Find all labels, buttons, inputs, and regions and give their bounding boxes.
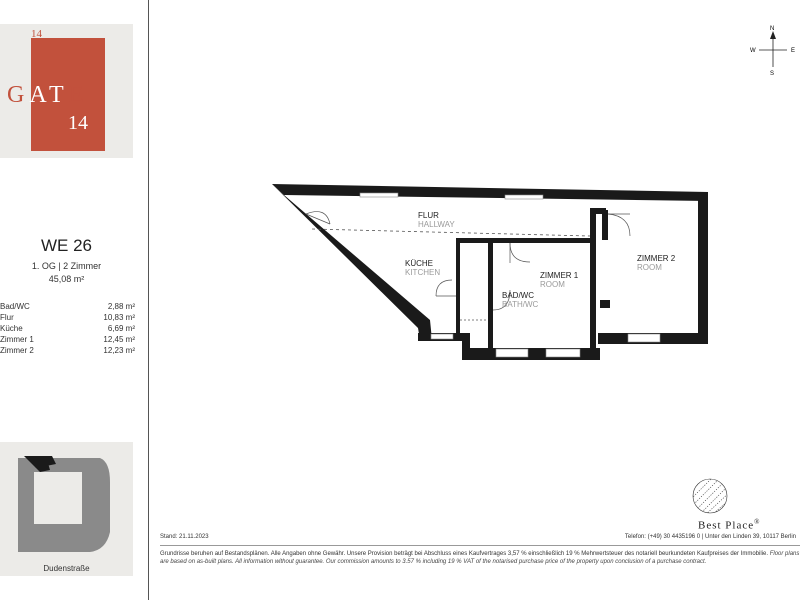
area-label: Flur [0,313,14,322]
contact-line: Telefon: (+49) 30 4435196 0 | Unter den Linden 39, 10117 Berlin [624,534,796,540]
room-label-kitchen: KITCHEN [405,268,441,277]
footer-divider [160,545,800,546]
room-label-room1: ROOM [540,280,565,289]
disclaimer-en: Floor plans are based on as-built plans. All information without guarantee. Our commission amounts to 3.57 % including 19 % VAT of the notarised purchase price of the property upon conclusion of a purchase contract. [160,551,800,565]
compass-icon [745,25,800,77]
compass-n: N [770,26,775,32]
brand-registered: ® [754,518,761,526]
compass-s: S [770,71,775,77]
area-label: Zimmer 1 [0,335,34,344]
room-label-kueche: KÜCHE [405,259,434,268]
room-label-flur: FLUR [418,211,439,220]
brand-name [698,518,760,532]
area-value: 2,88 m² [107,302,135,311]
area-value: 10,83 m² [103,313,135,322]
area-label: Zimmer 2 [0,346,34,355]
area-label: Bad/WC [0,302,30,311]
room-label-zimmer1: ZIMMER 1 [540,271,579,280]
unit-title: WE 26 [40,236,93,255]
street-name: Dudenstraße [43,564,90,573]
date-stamp: Stand: 21.11.2023 [160,534,209,540]
room-label-hallway: HALLWAY [418,220,455,229]
logo-letter-a: A [29,82,50,108]
unit-subtitle: 1. OG | 2 Zimmer [31,261,102,271]
logo-number-bottom: 14 [68,112,88,134]
disclaimer [160,550,800,566]
area-value: 12,23 m² [103,346,135,355]
area-value: 6,69 m² [107,324,135,333]
unit-total-area: 45,08 m² [48,274,85,284]
room-label-bath: BATH/WC [502,300,539,309]
logo-letter-g: G [7,82,30,108]
area-value: 12,45 m² [103,335,135,344]
logo-letter-e: E [68,82,89,108]
area-label: Küche [0,324,23,333]
room-label-bad: BAD/WC [502,291,534,300]
compass-w: W [750,48,756,54]
logo-letter-t: T [49,82,69,108]
room-label-room2: ROOM [637,263,662,272]
compass-e: E [791,48,796,54]
room-label-zimmer2: ZIMMER 2 [637,254,676,263]
brand-name-text: Best Place [698,519,755,532]
disclaimer-de: Grundrisse beruhen auf Bestandsplänen. Alle Angaben ohne Gewähr. Unsere Provision beträgt bei Abschluss eines Kaufvertrages 3,57 % einschließlich 19 % Mehrwertsteuer des notariell beurkundeten Kaufpreises der Immobilie. [160,551,769,557]
best-place-logo [680,478,740,518]
logo-number-top: 14 [31,28,42,40]
